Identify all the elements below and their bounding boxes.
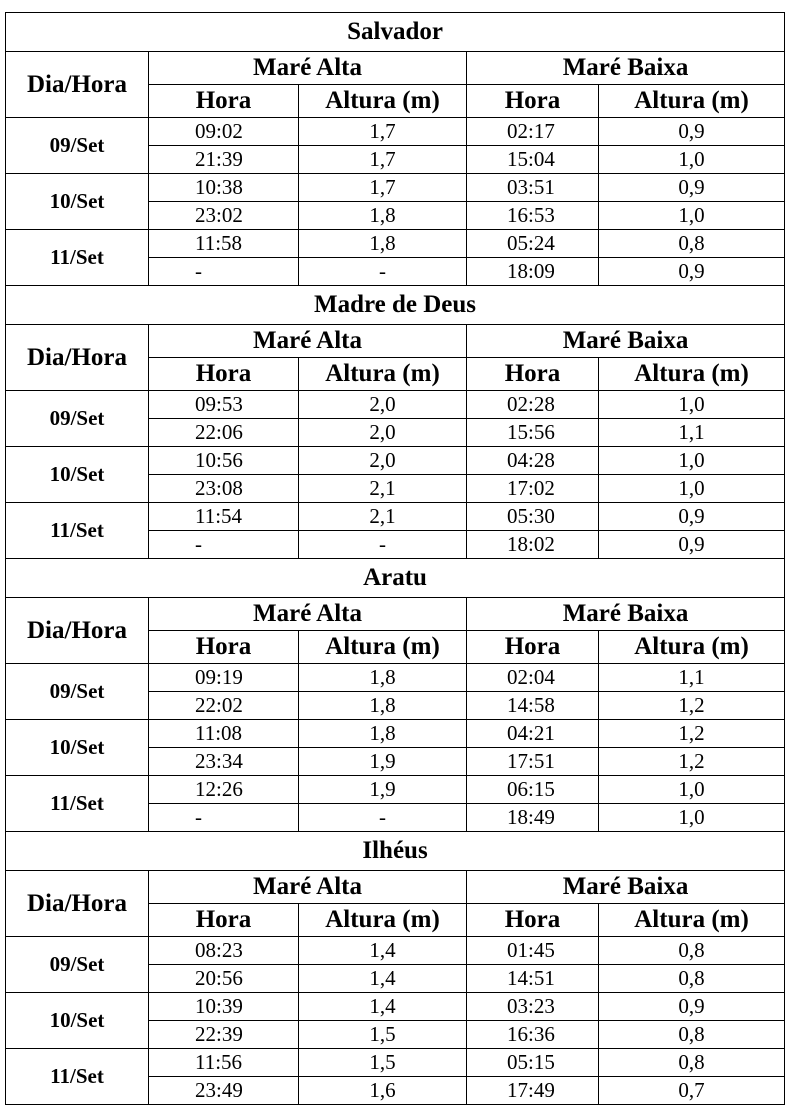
high-tide-time: 11:08 [149, 720, 299, 748]
low-tide-time: 03:23 [467, 993, 599, 1021]
dia-hora-header: Dia/Hora [6, 325, 149, 391]
high-tide-time: 11:54 [149, 503, 299, 531]
high-tide-height: 1,8 [299, 664, 467, 692]
high-tide-time: 20:56 [149, 965, 299, 993]
low-tide-time: 02:04 [467, 664, 599, 692]
high-tide-height: 1,8 [299, 692, 467, 720]
table-row [6, 230, 785, 258]
day-label: 09/Set [6, 664, 149, 720]
high-tide-time: 22:02 [149, 692, 299, 720]
low-tide-time: 17:02 [467, 475, 599, 503]
mare-baixa-header: Maré Baixa [467, 871, 785, 904]
location-title-row [6, 286, 785, 325]
mare-alta-header: Maré Alta [149, 871, 467, 904]
location-title-row [6, 559, 785, 598]
high-tide-time: 23:49 [149, 1077, 299, 1105]
low-tide-height: 1,0 [599, 475, 785, 503]
tide-table [5, 12, 785, 1105]
low-tide-height: 0,8 [599, 965, 785, 993]
low-tide-height: 1,0 [599, 776, 785, 804]
high-tide-height: 1,4 [299, 937, 467, 965]
high-tide-height: - [299, 804, 467, 832]
high-tide-height: 1,7 [299, 146, 467, 174]
hora-header: Hora [467, 904, 599, 937]
high-tide-height: 1,9 [299, 748, 467, 776]
header-row-tide-type [6, 871, 785, 904]
dia-hora-header: Dia/Hora [6, 598, 149, 664]
high-tide-height: 1,8 [299, 230, 467, 258]
high-tide-height: 1,6 [299, 1077, 467, 1105]
high-tide-time: 10:38 [149, 174, 299, 202]
day-label: 10/Set [6, 720, 149, 776]
high-tide-time: - [149, 531, 299, 559]
altura-header: Altura (m) [299, 358, 467, 391]
header-row-tide-type [6, 598, 785, 631]
table-row [6, 1049, 785, 1077]
altura-header: Altura (m) [299, 904, 467, 937]
high-tide-height: 1,7 [299, 118, 467, 146]
altura-header: Altura (m) [299, 631, 467, 664]
high-tide-height: 1,5 [299, 1021, 467, 1049]
mare-alta-header: Maré Alta [149, 598, 467, 631]
hora-header: Hora [149, 631, 299, 664]
table-row [6, 391, 785, 419]
low-tide-time: 06:15 [467, 776, 599, 804]
header-row-tide-type [6, 52, 785, 85]
hora-header: Hora [467, 631, 599, 664]
high-tide-time: - [149, 258, 299, 286]
table-row [6, 174, 785, 202]
hora-header: Hora [467, 85, 599, 118]
high-tide-height: - [299, 531, 467, 559]
day-label: 11/Set [6, 230, 149, 286]
mare-alta-header: Maré Alta [149, 325, 467, 358]
location-title: Salvador [6, 13, 785, 52]
altura-header: Altura (m) [599, 85, 785, 118]
high-tide-time: - [149, 804, 299, 832]
low-tide-height: 1,2 [599, 748, 785, 776]
low-tide-height: 0,9 [599, 993, 785, 1021]
low-tide-time: 18:49 [467, 804, 599, 832]
low-tide-height: 0,8 [599, 1021, 785, 1049]
high-tide-time: 23:02 [149, 202, 299, 230]
high-tide-height: 2,1 [299, 503, 467, 531]
hora-header: Hora [149, 358, 299, 391]
hora-header: Hora [467, 358, 599, 391]
high-tide-time: 08:23 [149, 937, 299, 965]
altura-header: Altura (m) [299, 85, 467, 118]
high-tide-time: 11:56 [149, 1049, 299, 1077]
high-tide-height: 1,8 [299, 202, 467, 230]
hora-header: Hora [149, 904, 299, 937]
low-tide-time: 04:28 [467, 447, 599, 475]
tide-table-body [6, 13, 785, 1105]
table-row [6, 776, 785, 804]
high-tide-time: 10:39 [149, 993, 299, 1021]
table-row [6, 118, 785, 146]
day-label: 10/Set [6, 174, 149, 230]
high-tide-height: 1,7 [299, 174, 467, 202]
low-tide-time: 18:09 [467, 258, 599, 286]
low-tide-height: 1,0 [599, 202, 785, 230]
location-title: Aratu [6, 559, 785, 598]
table-row [6, 720, 785, 748]
low-tide-time: 01:45 [467, 937, 599, 965]
low-tide-height: 1,2 [599, 720, 785, 748]
table-row [6, 664, 785, 692]
dia-hora-header: Dia/Hora [6, 52, 149, 118]
low-tide-height: 0,8 [599, 1049, 785, 1077]
low-tide-height: 0,9 [599, 118, 785, 146]
low-tide-time: 05:30 [467, 503, 599, 531]
high-tide-time: 23:34 [149, 748, 299, 776]
low-tide-time: 03:51 [467, 174, 599, 202]
low-tide-time: 05:24 [467, 230, 599, 258]
low-tide-time: 16:53 [467, 202, 599, 230]
low-tide-time: 14:51 [467, 965, 599, 993]
low-tide-height: 0,9 [599, 258, 785, 286]
low-tide-height: 1,1 [599, 419, 785, 447]
day-label: 10/Set [6, 993, 149, 1049]
mare-baixa-header: Maré Baixa [467, 325, 785, 358]
low-tide-height: 1,0 [599, 447, 785, 475]
table-row [6, 447, 785, 475]
high-tide-time: 09:02 [149, 118, 299, 146]
table-row [6, 937, 785, 965]
low-tide-time: 02:17 [467, 118, 599, 146]
location-title: Madre de Deus [6, 286, 785, 325]
low-tide-time: 18:02 [467, 531, 599, 559]
high-tide-height: 2,1 [299, 475, 467, 503]
high-tide-height: 1,8 [299, 720, 467, 748]
low-tide-height: 1,1 [599, 664, 785, 692]
low-tide-height: 0,8 [599, 937, 785, 965]
high-tide-time: 23:08 [149, 475, 299, 503]
low-tide-height: 0,7 [599, 1077, 785, 1105]
low-tide-time: 15:04 [467, 146, 599, 174]
location-title-row [6, 832, 785, 871]
mare-baixa-header: Maré Baixa [467, 52, 785, 85]
high-tide-time: 22:39 [149, 1021, 299, 1049]
altura-header: Altura (m) [599, 358, 785, 391]
high-tide-time: 22:06 [149, 419, 299, 447]
high-tide-height: 2,0 [299, 391, 467, 419]
low-tide-height: 1,2 [599, 692, 785, 720]
low-tide-height: 0,8 [599, 230, 785, 258]
location-title: Ilhéus [6, 832, 785, 871]
dia-hora-header: Dia/Hora [6, 871, 149, 937]
high-tide-height: 2,0 [299, 419, 467, 447]
high-tide-height: 1,9 [299, 776, 467, 804]
high-tide-height: 1,5 [299, 1049, 467, 1077]
low-tide-time: 17:49 [467, 1077, 599, 1105]
low-tide-time: 15:56 [467, 419, 599, 447]
low-tide-height: 0,9 [599, 174, 785, 202]
day-label: 11/Set [6, 1049, 149, 1105]
low-tide-height: 1,0 [599, 146, 785, 174]
low-tide-height: 1,0 [599, 391, 785, 419]
day-label: 10/Set [6, 447, 149, 503]
day-label: 11/Set [6, 503, 149, 559]
location-title-row [6, 13, 785, 52]
day-label: 09/Set [6, 391, 149, 447]
day-label: 09/Set [6, 937, 149, 993]
low-tide-height: 0,9 [599, 531, 785, 559]
day-label: 11/Set [6, 776, 149, 832]
table-row [6, 503, 785, 531]
high-tide-time: 21:39 [149, 146, 299, 174]
high-tide-height: - [299, 258, 467, 286]
low-tide-time: 14:58 [467, 692, 599, 720]
low-tide-height: 1,0 [599, 804, 785, 832]
high-tide-time: 09:53 [149, 391, 299, 419]
low-tide-time: 05:15 [467, 1049, 599, 1077]
table-row [6, 993, 785, 1021]
altura-header: Altura (m) [599, 904, 785, 937]
hora-header: Hora [149, 85, 299, 118]
mare-baixa-header: Maré Baixa [467, 598, 785, 631]
low-tide-time: 16:36 [467, 1021, 599, 1049]
low-tide-time: 04:21 [467, 720, 599, 748]
high-tide-height: 1,4 [299, 993, 467, 1021]
low-tide-time: 17:51 [467, 748, 599, 776]
low-tide-time: 02:28 [467, 391, 599, 419]
low-tide-height: 0,9 [599, 503, 785, 531]
altura-header: Altura (m) [599, 631, 785, 664]
high-tide-time: 11:58 [149, 230, 299, 258]
high-tide-height: 1,4 [299, 965, 467, 993]
high-tide-time: 12:26 [149, 776, 299, 804]
mare-alta-header: Maré Alta [149, 52, 467, 85]
header-row-tide-type [6, 325, 785, 358]
high-tide-height: 2,0 [299, 447, 467, 475]
high-tide-time: 10:56 [149, 447, 299, 475]
high-tide-time: 09:19 [149, 664, 299, 692]
day-label: 09/Set [6, 118, 149, 174]
